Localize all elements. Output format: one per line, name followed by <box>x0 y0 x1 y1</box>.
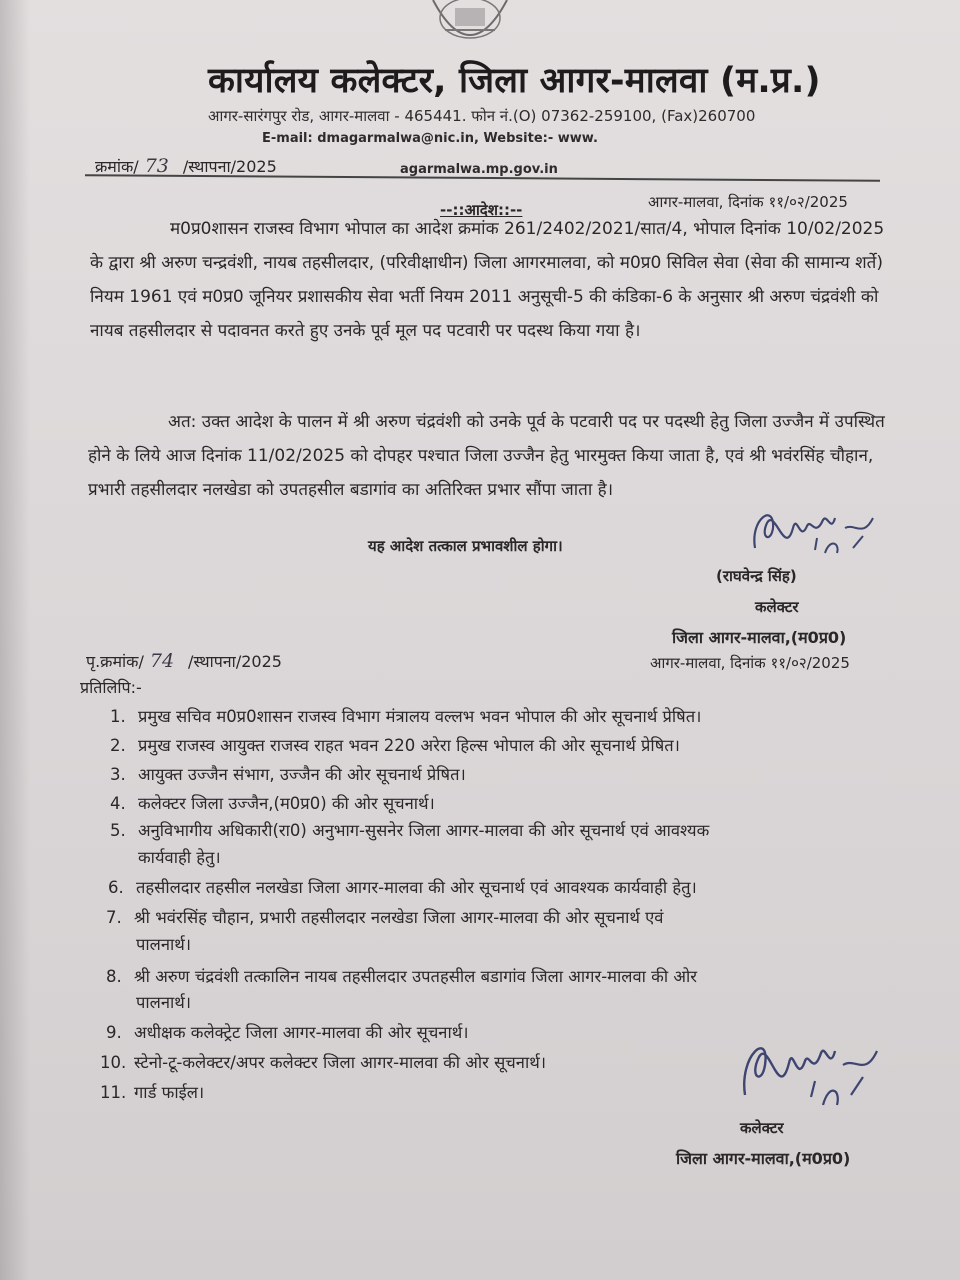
order-number-prefix: क्रमांक/ <box>95 157 139 176</box>
copy-number-prefix: पृ.क्रमांक/ <box>86 652 144 671</box>
order-number-suffix: /स्थापना/2025 <box>182 157 277 176</box>
order-place-date: आगर-मालवा, दिनांक ११/०२/2025 <box>648 193 848 211</box>
copy-number-suffix: /स्थापना/2025 <box>188 652 282 671</box>
letterhead-title: कार्यालय कलेक्टर, जिला आगर-मालवा (म.प्र.) <box>208 61 821 101</box>
order-number <box>95 155 277 177</box>
list-item-continuation: पालनार्थ। <box>136 993 192 1012</box>
order-paragraph-2-text: अत: उक्त आदेश के पालन में श्री अरुण चंद्रवंशी को उनके पूर्व के पटवारी पद पर पदस्थी हेतु जिला उज्जैन में उपस्थित होने के लिये आज दिनांक 11/02/2025 को दोपहर पश्चात जिला उज्जैन हेतु भारमुक्त किया जाता है, एवं श्री भवंरसिंह चौहान, प्रभारी तहसीलदार नलखेडा को उपतहसील बडागांव का अतिरिक्त प्रभार सौंपा जाता है। <box>88 412 885 500</box>
state-emblem-icon <box>425 0 515 52</box>
list-item: 7. श्री भवंरसिंह चौहान, प्रभारी तहसीलदार नलखेडा जिला आगर-मालवा की ओर सूचनार्थ एवं <box>106 908 664 927</box>
order-paragraph-1-text: म0प्र0शासन राजस्व विभाग भोपाल का आदेश क्रमांक 261/2402/2021/सात/4, भोपाल दिनांक 10/02/2025 के द्वारा श्री अरुण चन्द्रवंशी, नायब तहसीलदार, (परिवीक्षाधीन) जिला आगरमालवा, को म0प्र0 सिविल सेवा (सेवा की सामान्य शर्ते) नियम 1961 एवं म0प्र0 जूनियर प्रशासकीय सेवा भर्ती नियम 2011 अनुसूची-5 की कंडिका-6 के अनुसार श्री अरुण चंद्रवंशी को नायब तहसीलदार से पदावनत करते हुए उनके पूर्व मूल पद पटवारी पर पदस्थ किया गया है। <box>90 219 885 341</box>
letterhead-contact: E-mail: dmagarmalwa@nic.in, Website:- www. <box>262 131 598 146</box>
list-item: 11. गार्ड फाईल। <box>100 1083 205 1102</box>
order-paragraph-1 <box>90 212 890 348</box>
list-item: 1. प्रमुख सचिव म0प्र0शासन राजस्व विभाग मंत्रालय वल्लभ भवन भोपाल की ओर सूचनार्थ प्रेषित। <box>110 707 702 726</box>
signatory-designation: कलेक्टर <box>755 598 799 616</box>
order-paragraph-2 <box>88 405 888 507</box>
page-shadow <box>0 0 30 1280</box>
copy-district: जिला आगर-मालवा,(म0प्र0) <box>676 1149 851 1168</box>
signatory-district: जिला आगर-मालवा,(म0प्र0) <box>672 628 847 647</box>
signature-icon <box>735 1025 885 1120</box>
signature-icon <box>745 498 885 568</box>
copy-number <box>86 650 282 672</box>
letterhead-website: agarmalwa.mp.gov.in <box>400 162 558 177</box>
letterhead-address: आगर-सारंगपुर रोड, आगर-मालवा - 465441. फोन नं.(O) 07362-259100, (Fax)260700 <box>208 107 756 125</box>
list-item-continuation: कार्यवाही हेतु। <box>138 848 221 867</box>
list-item: 6. तहसीलदार तहसील नलखेडा जिला आगर-मालवा की ओर सूचनार्थ एवं आवश्यक कार्यवाही हेतु। <box>108 878 697 897</box>
signatory-name: (राघवेन्द्र सिंह) <box>716 567 797 585</box>
order-effective-note: यह आदेश तत्काल प्रभावशील होगा। <box>368 537 563 555</box>
copy-label: प्रतिलिपि:- <box>80 678 142 697</box>
list-item: 4. कलेक्टर जिला उज्जैन,(म0प्र0) की ओर सूचनार्थ। <box>110 794 435 813</box>
order-heading: --::आदेश::-- <box>440 201 523 219</box>
copy-place-date: आगर-मालवा, दिनांक ११/०२/2025 <box>650 654 850 672</box>
list-item-continuation: पालनार्थ। <box>136 935 192 954</box>
copy-number-handwritten: 74 <box>149 650 175 672</box>
list-item: 10. स्टेनो-टू-कलेक्टर/अपर कलेक्टर जिला आगर-मालवा की ओर सूचनार्थ। <box>100 1053 547 1072</box>
list-item: 3. आयुक्त उज्जैन संभाग, उज्जैन की ओर सूचनार्थ प्रेषित। <box>110 765 466 784</box>
list-item: 8. श्री अरुण चंद्रवंशी तत्कालिन नायब तहसीलदार उपतहसील बडागांव जिला आगर-मालवा की ओर <box>106 967 698 986</box>
list-item: 2. प्रमुख राजस्व आयुक्त राजस्व राहत भवन 220 अरेरा हिल्स भोपाल की ओर सूचनार्थ प्रेषित। <box>110 736 680 755</box>
copy-designation: कलेक्टर <box>740 1119 784 1137</box>
list-item: 5. अनुविभागीय अधिकारी(रा0) अनुभाग-सुसनेर जिला आगर-मालवा की ओर सूचनार्थ एवं आवश्यक <box>110 821 710 840</box>
order-number-handwritten: 73 <box>144 155 169 177</box>
list-item: 9. अधीक्षक कलेक्ट्रेट जिला आगर-मालवा की ओर सूचनार्थ। <box>106 1023 469 1042</box>
